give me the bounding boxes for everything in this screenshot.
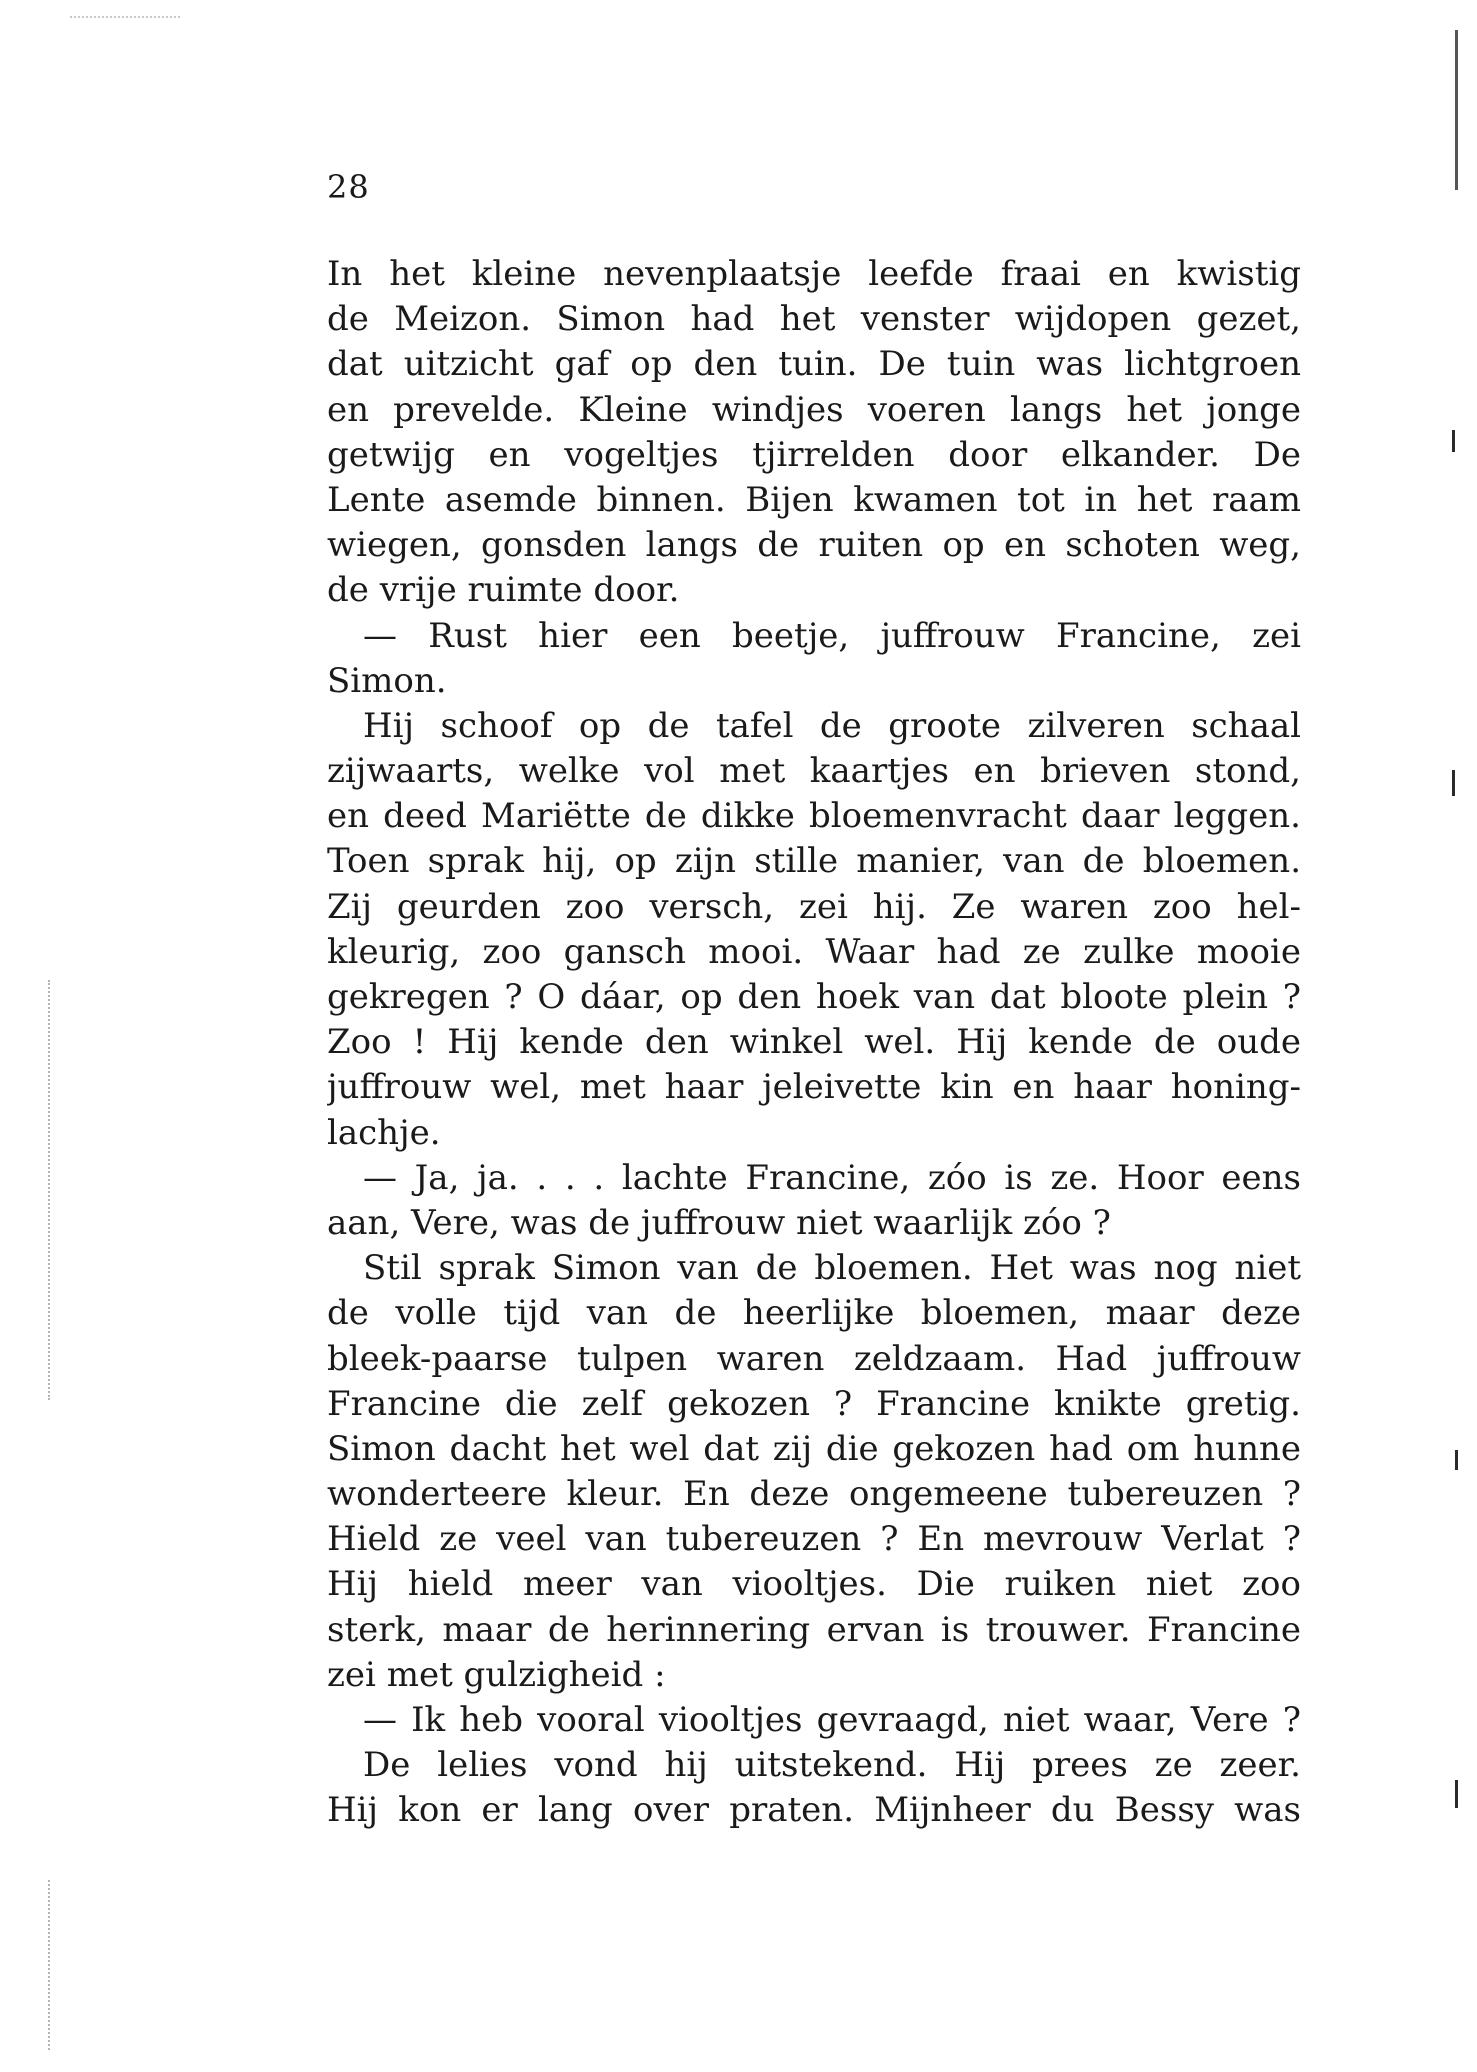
text-line: Hield ze veel van tubereuzen ? En mevrouw Verlat ?: [327, 1519, 1301, 1560]
text-line: en deed Mariëtte de dikke bloemenvracht daar leggen.: [327, 796, 1301, 837]
text-line: Lente asemde binnen. Bijen kwamen tot in het raam: [327, 479, 1301, 520]
text-line: Stil sprak Simon van de bloemen. Het was nog niet: [363, 1248, 1301, 1289]
text-line: aan, Vere, was de juffrouw niet waarlijk zóo ?: [327, 1202, 1111, 1243]
text-line: wiegen, gonsden langs de ruiten op en schoten weg,: [327, 525, 1301, 566]
text-line: lachje.: [327, 1112, 441, 1153]
scan-artifact-left-margin: [48, 980, 52, 1400]
text-line: zijwaarts, welke vol met kaartjes en brieven stond,: [327, 751, 1301, 792]
text-line: In het kleine nevenplaatsje leefde fraai en kwistig: [327, 254, 1301, 294]
body-text: [327, 252, 1301, 1834]
text-line: De lelies vond hij uitstekend. Hij prees ze zeer.: [363, 1745, 1301, 1786]
scan-artifact-right-edge: [1455, 30, 1458, 190]
text-line: zei met gulzigheid :: [327, 1654, 666, 1695]
page-number: 28: [327, 168, 370, 206]
text-line: — Ja, ja. . . . lachte Francine, zóo is ze. Hoor eens: [363, 1157, 1301, 1198]
scan-artifact-right-mark: [1455, 1450, 1458, 1470]
text-line: dat uitzicht gaf op den tuin. De tuin was lichtgroen: [327, 344, 1301, 385]
text-line: wonderteere kleur. En deze ongemeene tubereuzen ?: [327, 1474, 1301, 1515]
scan-artifact-left-margin-lower: [48, 1880, 52, 2050]
text-line: — Rust hier een beetje, juffrouw Francine, zei: [363, 615, 1301, 656]
text-line: Hij kon er lang over praten. Mijnheer du Bessy was: [327, 1790, 1301, 1831]
text-line: — Ik heb vooral viooltjes gevraagd, niet waar, Vere ?: [363, 1700, 1301, 1740]
text-line: Hij schoof op de tafel de groote zilveren schaal: [363, 705, 1301, 746]
text-line: de Meizon. Simon had het venster wijdopen gezet,: [327, 299, 1301, 340]
text-line: de vrije ruimte door.: [327, 570, 680, 611]
scan-artifact-right-mark: [1452, 430, 1455, 452]
text-line: Toen sprak hij, op zijn stille manier, van de bloemen.: [327, 841, 1301, 882]
text-line: Simon.: [327, 660, 447, 701]
text-line: Simon dacht het wel dat zij die gekozen had om hunne: [327, 1428, 1301, 1469]
text-line: getwijg en vogeltjes tjirrelden door elkander. De: [327, 434, 1301, 475]
text-line: Zoo ! Hij kende den winkel wel. Hij kende de oude: [327, 1022, 1301, 1063]
text-line: kleurig, zoo gansch mooi. Waar had ze zulke mooie: [327, 931, 1301, 972]
scan-artifact-top: [70, 16, 180, 18]
scan-artifact-right-mark: [1455, 1780, 1458, 1808]
text-line: Francine die zelf gekozen ? Francine knikte gretig.: [327, 1383, 1301, 1424]
text-line: bleek-paarse tulpen waren zeldzaam. Had juffrouw: [327, 1338, 1301, 1379]
text-line: Hij hield meer van viooltjes. Die ruiken niet zoo: [327, 1564, 1301, 1605]
scan-artifact-right-mark: [1452, 770, 1455, 796]
text-line: Zij geurden zoo versch, zei hij. Ze waren zoo hel-: [327, 886, 1301, 927]
text-line: de volle tijd van de heerlijke bloemen, maar deze: [327, 1293, 1301, 1334]
text-line: gekregen ? O dáar, op den hoek van dat bloote plein ?: [327, 977, 1301, 1017]
text-line: sterk, maar de herinnering ervan is trouwer. Francine: [327, 1609, 1301, 1650]
text-line: en prevelde. Kleine windjes voeren langs het jonge: [327, 389, 1301, 430]
text-line: juffrouw wel, met haar jeleivette kin en haar honing-: [327, 1067, 1301, 1108]
